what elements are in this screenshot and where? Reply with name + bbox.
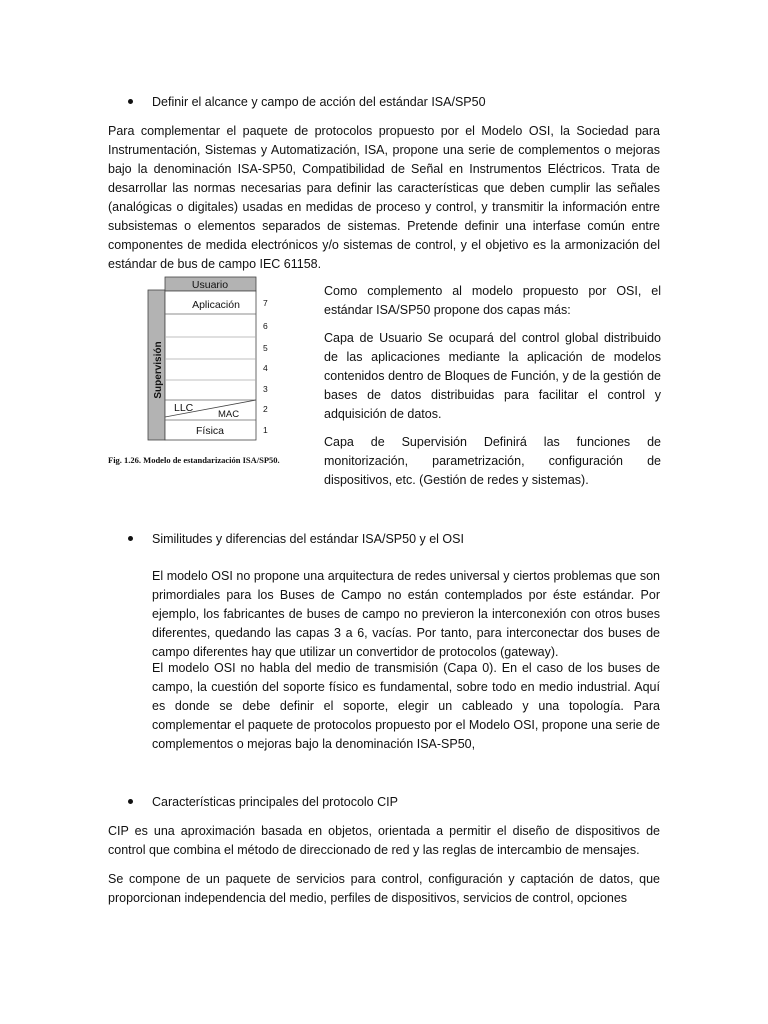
llc-label: LLC: [174, 402, 194, 414]
mac-label: MAC: [218, 409, 240, 420]
fisica-label: Física: [195, 425, 225, 437]
paragraph-usuario-layer: Capa de Usuario Se ocupará del control global distribuido de las aplicaciones mediante la aplicación de modelos contenidos dentro de Bloques de Función, y de la gestión de bases de datos distribuidas para facilitar el control y adquisición de datos.: [324, 331, 661, 421]
paragraph-cip-services: Se compone de un paquete de servicios para control, configuración y captación de datos, que proporcionan independencia del medio, perfiles de dispositivos, servicios de control, opciones: [108, 872, 660, 905]
layer-number: 1: [263, 425, 268, 435]
supervision-label: Supervisión: [153, 341, 164, 399]
paragraph-osi-problems: El modelo OSI no propone una arquitectura de redes universal y ciertos problemas que son primordiales para los Buses de Campo no están contemplados por éste estándar. Por ejemplo, los fabricantes de buses de campo no previeron la interconexión con otros buses diferentes, quedando las capas 3 a 6, vacías. Por tanto, para interconectar dos buses de campo diferentes hay que utilizar un convertidor de protocolos (gateway).: [152, 569, 660, 659]
layer-number: 7: [263, 298, 268, 308]
paragraph-supervision-layer: Capa de Supervisión Definirá las funciones de monitorización, parametrización, configuración de dispositivos, etc. (Gestión de redes y sistemas).: [324, 435, 661, 487]
layer-number: 6: [263, 321, 268, 331]
bullet-dot-icon: [128, 799, 133, 804]
paragraph-complement: Como complemento al modelo propuesto por OSI, el estándar ISA/SP50 propone dos capas más:: [324, 284, 661, 317]
paragraph-osi-medium: El modelo OSI no habla del medio de transmisión (Capa 0). En el caso de los buses de campo, la cuestión del soporte físico es fundamental, sobre todo en medio industrial. Aquí es donde se debe definir el soporte, elegir un cableado y una topología. Para complementar el paquete de protocolos propuesto por el Modelo OSI, propone una serie de complementos o mejoras bajo la denominación ISA-SP50,: [152, 661, 660, 751]
bullet-text: Definir el alcance y campo de acción del estándar ISA/SP50: [152, 95, 486, 109]
usuario-label: Usuario: [191, 279, 229, 291]
layer-number: 5: [263, 343, 268, 353]
layer-stack: [165, 291, 256, 440]
paragraph-cip-intro: CIP es una aproximación basada en objetos, orientada a permitir el diseño de dispositivos de control que combina el método de direccionado de red y las reglas de intercambio de mensajes.: [108, 824, 660, 857]
isa-sp50-figure: [108, 274, 312, 470]
figure-caption: Fig. 1.26. Modelo de estandarización ISA/SP50.: [108, 455, 280, 465]
bullet-dot-icon: [128, 536, 133, 541]
bullet-text: Similitudes y diferencias del estándar ISA/SP50 y el OSI: [152, 532, 464, 546]
bullet-dot-icon: [128, 99, 133, 104]
aplicacion-label: Aplicación: [192, 299, 240, 311]
layer-number: 2: [263, 404, 268, 414]
bullet-text: Características principales del protocolo CIP: [152, 795, 398, 809]
layer-number: 4: [263, 363, 268, 373]
paragraph-isa-intro: Para complementar el paquete de protocolos propuesto por el Modelo OSI, la Sociedad para Instrumentación, Sistemas y Automatización, ISA, propone una serie de complementos o mejoras bajo la denominación ISA-SP50, Compatibilidad de Señal en Instrumentos Eléctricos. Trata de desarrollar las normas necesarias para definir las características que deben cumplir las señales (analógicas o digitales) usadas en medidas de proceso y control, y transmitir la información entre subsistemas o elementos separados de sistemas. Pretende definir una interfase común entre componentes de medida electrónicos y/o sistemas de control, y el objetivo es la armonización del estándar de bus de campo IEC 61158.: [108, 124, 660, 271]
layer-number: 3: [263, 384, 268, 394]
